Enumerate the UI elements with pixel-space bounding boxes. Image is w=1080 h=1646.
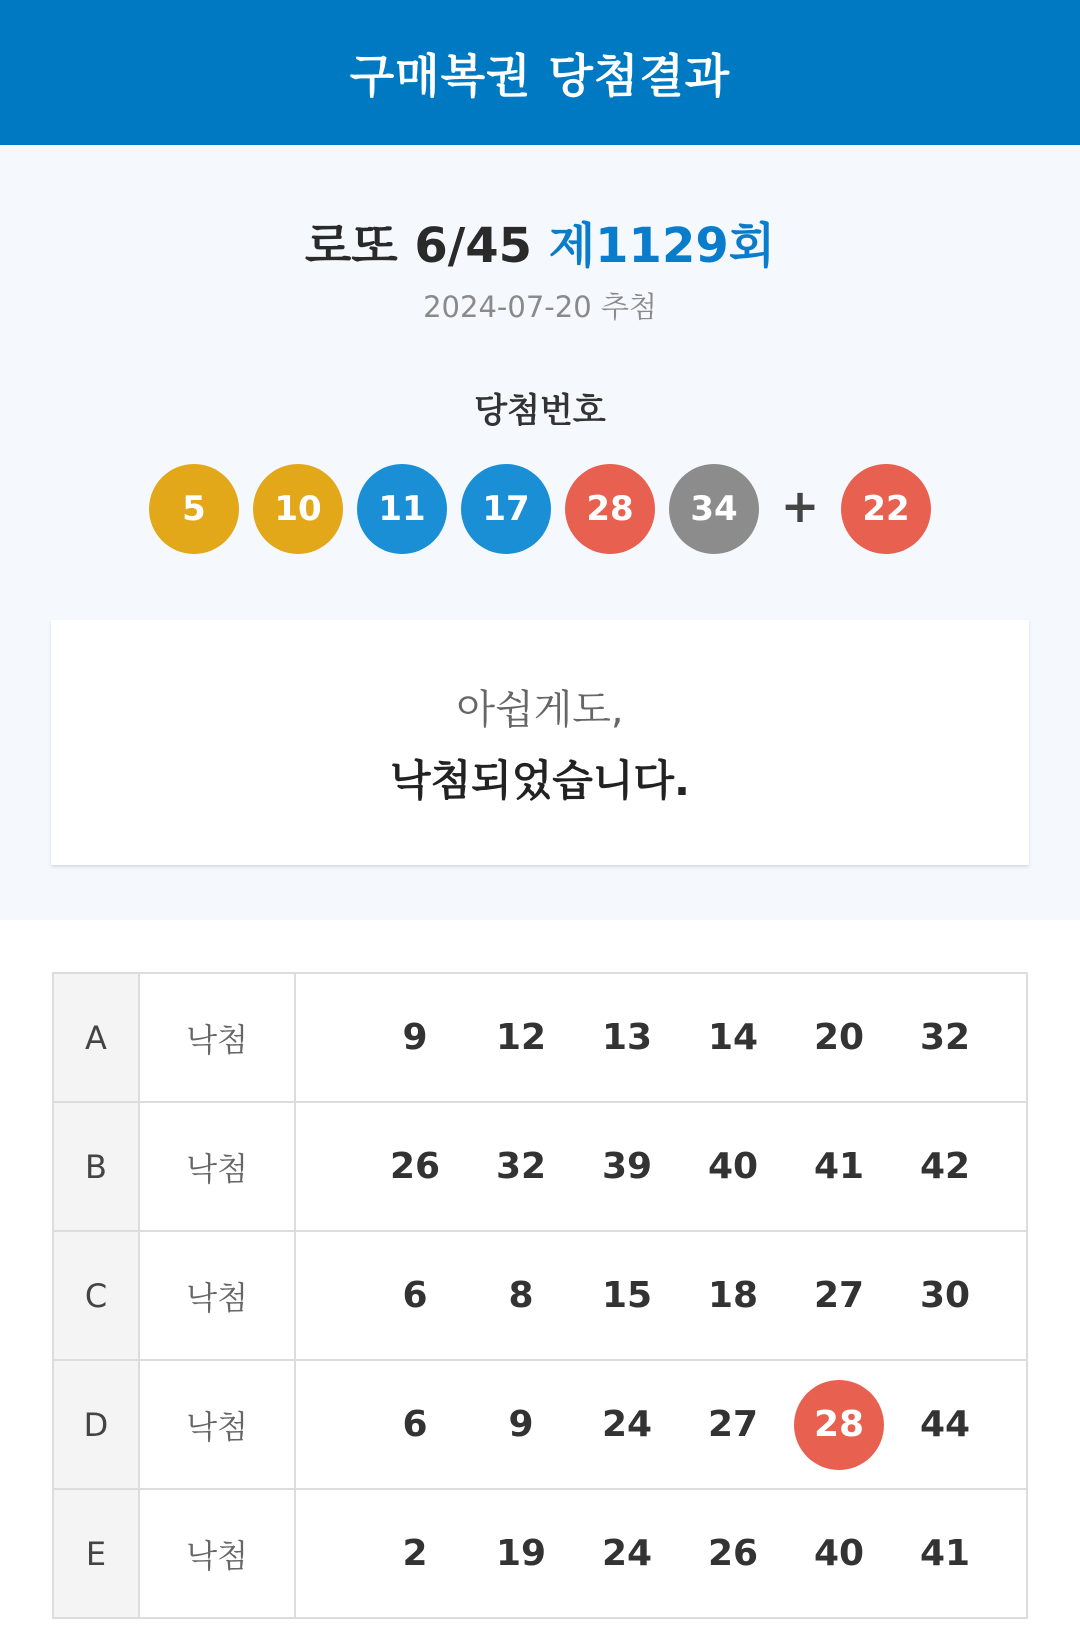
game-row bbox=[53, 1102, 1027, 1231]
game-number: 44 bbox=[919, 1404, 971, 1445]
game-numbers-row bbox=[296, 1491, 1026, 1616]
game-number: 40 bbox=[813, 1533, 865, 1574]
game-row bbox=[53, 1489, 1027, 1618]
game-letter: A bbox=[53, 973, 139, 1102]
game-number: 41 bbox=[813, 1146, 865, 1187]
matched-number: 28 bbox=[794, 1380, 884, 1470]
winning-numbers-label: 당첨번호 bbox=[474, 391, 606, 431]
game-letter: D bbox=[53, 1360, 139, 1489]
app-header bbox=[0, 0, 1080, 145]
game-number: 14 bbox=[707, 1017, 759, 1058]
game-numbers-row bbox=[296, 1104, 1026, 1229]
winning-ball-6: 34 bbox=[669, 464, 759, 554]
game-numbers bbox=[295, 1360, 1027, 1489]
game-status: 낙첨 bbox=[139, 973, 295, 1102]
game-number: 32 bbox=[495, 1146, 547, 1187]
game-numbers bbox=[295, 1231, 1027, 1360]
game-status: 낙첨 bbox=[139, 1360, 295, 1489]
game-numbers bbox=[295, 973, 1027, 1102]
winning-ball-4: 17 bbox=[461, 464, 551, 554]
result-message: 낙첨되었습니다. bbox=[390, 756, 690, 805]
game-status: 낙첨 bbox=[139, 1102, 295, 1231]
game-number: 24 bbox=[601, 1533, 653, 1574]
game-number: 30 bbox=[919, 1275, 971, 1316]
game-number: 9 bbox=[508, 1404, 534, 1445]
game-number: 18 bbox=[707, 1275, 759, 1316]
page-title: 구매복권 당첨결과 bbox=[349, 48, 731, 103]
game-row bbox=[53, 973, 1027, 1102]
game-row bbox=[53, 1231, 1027, 1360]
game-numbers-row bbox=[296, 1233, 1026, 1358]
game-letter: E bbox=[53, 1489, 139, 1618]
round-number: 제1129회 bbox=[548, 218, 776, 274]
game-name: 로또 6/45 bbox=[304, 218, 533, 274]
game-row bbox=[53, 1360, 1027, 1489]
game-number: 6 bbox=[402, 1404, 428, 1445]
game-number: 12 bbox=[495, 1017, 547, 1058]
game-number: 19 bbox=[495, 1533, 547, 1574]
game-numbers-row bbox=[296, 1362, 1026, 1487]
game-number: 20 bbox=[813, 1017, 865, 1058]
game-status: 낙첨 bbox=[139, 1231, 295, 1360]
game-number: 2 bbox=[402, 1533, 428, 1574]
winning-numbers bbox=[0, 463, 1080, 555]
draw-summary bbox=[0, 145, 1080, 920]
winning-ball-1: 5 bbox=[149, 464, 239, 554]
bonus-ball: 22 bbox=[841, 464, 931, 554]
purchased-games-table bbox=[52, 972, 1028, 1619]
game-number: 27 bbox=[813, 1275, 865, 1316]
plus-icon: + bbox=[780, 479, 820, 533]
game-number: 24 bbox=[601, 1404, 653, 1445]
game-status: 낙첨 bbox=[139, 1489, 295, 1618]
game-number: 32 bbox=[919, 1017, 971, 1058]
game-number: 40 bbox=[707, 1146, 759, 1187]
round-title bbox=[0, 207, 1080, 276]
game-number: 26 bbox=[707, 1533, 759, 1574]
game-number: 6 bbox=[402, 1275, 428, 1316]
game-number: 27 bbox=[707, 1404, 759, 1445]
result-message-box bbox=[51, 620, 1029, 865]
game-number: 15 bbox=[601, 1275, 653, 1316]
game-number: 39 bbox=[601, 1146, 653, 1187]
game-number: 13 bbox=[601, 1017, 653, 1058]
game-number: 9 bbox=[402, 1017, 428, 1058]
winning-ball-3: 11 bbox=[357, 464, 447, 554]
game-number: 8 bbox=[508, 1275, 534, 1316]
winning-ball-5: 28 bbox=[565, 464, 655, 554]
winning-ball-2: 10 bbox=[253, 464, 343, 554]
game-letter: B bbox=[53, 1102, 139, 1231]
game-numbers bbox=[295, 1489, 1027, 1618]
game-numbers-row bbox=[296, 975, 1026, 1100]
game-number: 42 bbox=[919, 1146, 971, 1187]
game-number: 41 bbox=[919, 1533, 971, 1574]
game-letter: C bbox=[53, 1231, 139, 1360]
result-subtext: 아쉽게도, bbox=[456, 687, 624, 733]
game-numbers bbox=[295, 1102, 1027, 1231]
game-number: 26 bbox=[389, 1146, 441, 1187]
draw-date: 2024-07-20 추첨 bbox=[423, 290, 657, 324]
